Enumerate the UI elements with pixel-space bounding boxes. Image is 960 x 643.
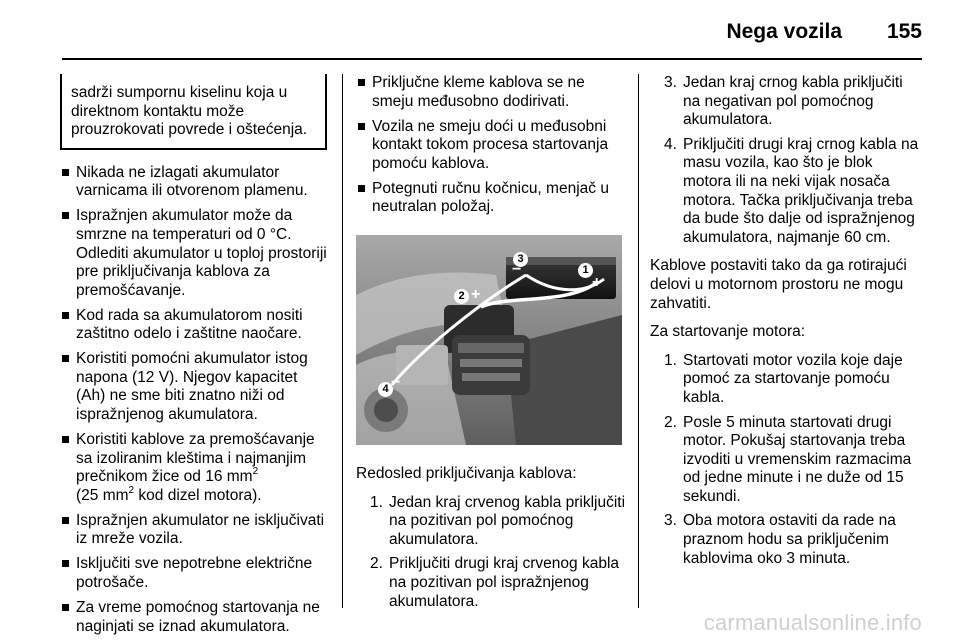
plus-sign: + bbox=[471, 285, 481, 303]
step-number: 3. bbox=[664, 512, 677, 530]
step-text: Priključiti drugi kraj crnog kabla na masu vozila, kao što je blok motora ili na neki vijak nosača motora. Tačka priključivanja treba da bude što dalje od ispražnjenog akumulatora, najmanje 60 cm. bbox=[683, 135, 919, 246]
warning-box bbox=[60, 74, 327, 150]
callout-2: 2 bbox=[454, 289, 469, 304]
bullet-text: kod dizel motora). bbox=[134, 486, 262, 504]
list-item bbox=[650, 512, 924, 568]
bullet-text: Za vreme pomoćnog startovanja ne naginjati se iznad akumulatora. bbox=[76, 598, 320, 635]
list-item bbox=[60, 207, 328, 300]
column-3 bbox=[650, 74, 924, 578]
list-item bbox=[60, 512, 328, 549]
bullet-text: Kod rada sa akumulatorom nositi zaštitno odelo i zaštitne naočare. bbox=[76, 306, 303, 343]
connection-steps-continued bbox=[650, 74, 924, 247]
bullet-text: Nikada ne izlagati akumulator varnicama ili otvorenom plamenu. bbox=[76, 163, 308, 200]
bullet-text: (25 mm bbox=[76, 486, 129, 504]
list-item bbox=[650, 136, 924, 248]
watermark: carmanualsonline.info bbox=[703, 610, 922, 635]
step-number: 4. bbox=[664, 135, 677, 153]
list-item bbox=[60, 164, 328, 201]
safety-bullet-list bbox=[60, 164, 328, 636]
step-number: 2. bbox=[664, 413, 677, 431]
page-number: 155 bbox=[886, 20, 922, 43]
safety-bullet-list-2 bbox=[356, 74, 626, 217]
step-number: 2. bbox=[370, 555, 383, 573]
warning-text: sadrži sumpornu kiselinu koja u direktnom kontaktu može prouzrokovati povrede i oštećenja. bbox=[71, 84, 308, 139]
plus-sign: + bbox=[592, 273, 602, 291]
list-item bbox=[356, 555, 626, 611]
bullet-text: Koristiti kablove za premošćavanje sa izoliranim kleštima i najmanjim prečnikom žice od 16 mm bbox=[76, 431, 315, 486]
minus-sign: − bbox=[512, 260, 522, 278]
sequence-intro: Redosled priključivanja kablova: bbox=[356, 464, 577, 482]
list-item bbox=[650, 74, 924, 130]
jump-start-illustration bbox=[356, 235, 622, 445]
callout-3: 3 bbox=[513, 252, 528, 267]
list-item bbox=[60, 555, 328, 592]
bullet-text: Ispražnjen akumulator ne isključivati iz mreže vozila. bbox=[76, 511, 325, 548]
superscript: 2 bbox=[128, 484, 135, 496]
page-header bbox=[0, 0, 960, 58]
list-item bbox=[60, 350, 328, 424]
step-text: Posle 5 minuta startovati drugi motor. Pokušaj startovanja treba izvoditi u vremenskim razmacima od jedne minute i ne duže od 15 sekundi. bbox=[683, 413, 912, 505]
header-rule bbox=[62, 58, 922, 60]
step-text: Priključiti drugi kraj crvenog kabla na pozitivan pol ispražnjenog akumulatora. bbox=[389, 555, 620, 610]
bullet-text: Isključiti sve nepotrebne električne potrošače. bbox=[76, 555, 313, 591]
column-divider bbox=[342, 74, 343, 608]
bullet-text: Priključne kleme kablova se ne smeju međusobno dodirivati. bbox=[372, 74, 585, 110]
callout-1: 1 bbox=[578, 263, 593, 278]
step-text: Jedan kraj crvenog kabla priključiti na pozitivan pol pomoćnog akumulatora. bbox=[389, 493, 626, 548]
list-item bbox=[356, 74, 626, 111]
start-steps bbox=[650, 352, 924, 569]
step-number: 1. bbox=[664, 351, 677, 369]
list-item bbox=[356, 494, 626, 550]
list-item bbox=[60, 431, 328, 505]
step-text: Jedan kraj crnog kabla priključiti na negativan pol pomoćnog akumulatora. bbox=[683, 74, 903, 129]
step-text: Startovati motor vozila koje daje pomoć za startovanje pomoću kabla. bbox=[683, 351, 903, 406]
column-1 bbox=[60, 74, 328, 643]
list-item bbox=[60, 599, 328, 636]
bullet-text: Vozila ne smeju doći u međusobni kontakt tokom procesa startovanja pomoću kablova. bbox=[372, 117, 609, 172]
list-item bbox=[650, 414, 924, 507]
bullet-text: Potegnuti ručnu kočnicu, menjač u neutralan položaj. bbox=[372, 179, 609, 216]
list-item bbox=[356, 118, 626, 174]
bullet-text: Koristiti pomoćni akumulator istog napona (12 V). Njegov kapacitet (Ah) ne sme biti znatno niži od ispražnjenog akumulatora. bbox=[76, 350, 308, 424]
column-2 bbox=[356, 74, 626, 621]
page-title: Nega vozila bbox=[726, 20, 842, 43]
list-item bbox=[60, 307, 328, 344]
list-item bbox=[650, 352, 924, 408]
column-divider bbox=[638, 74, 639, 608]
superscript: 2 bbox=[252, 466, 259, 478]
step-number: 1. bbox=[370, 493, 383, 511]
callout-4: 4 bbox=[378, 382, 393, 397]
bullet-text: Ispražnjen akumulator može da smrzne na temperaturi od 0 °C. Odlediti akumulator u toploj prostoriji pre priključivanja kablova za premošćavanje. bbox=[76, 207, 327, 299]
minus-sign: − bbox=[391, 373, 401, 391]
cable-routing-note: Kablove postaviti tako da ga rotirajući delovi u motornom prostoru ne mogu zahvatiti. bbox=[650, 257, 907, 312]
step-number: 3. bbox=[664, 74, 677, 91]
start-intro: Za startovanje motora: bbox=[650, 323, 806, 341]
step-text: Oba motora ostaviti da rade na praznom hodu sa priključenim kablovima oko 3 minuta. bbox=[683, 512, 896, 567]
connection-steps bbox=[356, 494, 626, 612]
list-item bbox=[356, 180, 626, 217]
